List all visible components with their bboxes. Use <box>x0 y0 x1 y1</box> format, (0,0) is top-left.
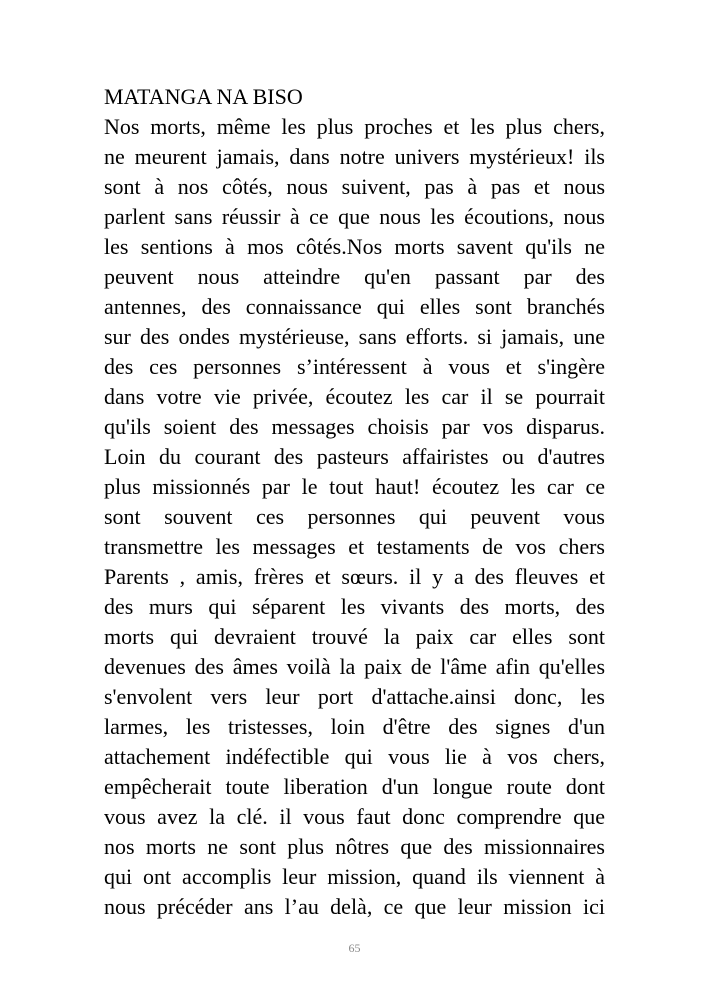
text-line: transmettre les messages et testaments de vos chers <box>104 534 605 559</box>
text-line: peuvent nous atteindre qu'en passant par des <box>104 264 605 289</box>
text-line: qui ont accomplis leur mission, quand ils viennent à <box>104 864 605 889</box>
text-line: sont à nos côtés, nous suivent, pas à pas et nous <box>104 174 605 199</box>
text-line: Nos morts, même les plus proches et les plus chers, <box>104 114 605 139</box>
text-line: antennes, des connaissance qui elles sont branchés <box>104 294 605 319</box>
text-line: vous avez la clé. il vous faut donc comprendre que <box>104 804 605 829</box>
text-line: des murs qui séparent les vivants des morts, des <box>104 594 605 619</box>
document-title: MATANGA NA BISO <box>104 84 303 109</box>
text-line: les sentions à mos côtés.Nos morts savent qu'ils ne <box>104 234 605 259</box>
text-line: ne meurent jamais, dans notre univers mystérieux! ils <box>104 144 605 169</box>
body-text-block <box>104 82 605 922</box>
text-line: dans votre vie privée, écoutez les car il se pourrait <box>104 384 605 409</box>
text-line: des ces personnes s’intéressent à vous et s'ingère <box>104 354 605 379</box>
text-line: qu'ils soient des messages choisis par vos disparus. <box>104 414 605 439</box>
text-line: parlent sans réussir à ce que nous les écoutions, nous <box>104 204 605 229</box>
page-number: 65 <box>348 941 361 955</box>
text-line: sur des ondes mystérieuse, sans efforts. si jamais, une <box>104 324 605 349</box>
text-line: nous précéder ans l’au delà, ce que leur mission ici <box>104 894 605 919</box>
text-line: larmes, les tristesses, loin d'être des signes d'un <box>104 714 605 739</box>
text-line: sont souvent ces personnes qui peuvent vous <box>104 504 605 529</box>
text-line: morts qui devraient trouvé la paix car elles sont <box>104 624 605 649</box>
text-line: nos morts ne sont plus nôtres que des missionnaires <box>104 834 605 859</box>
text-line: plus missionnés par le tout haut! écoutez les car ce <box>104 474 605 499</box>
text-line: devenues des âmes voilà la paix de l'âme afin qu'elles <box>104 654 605 679</box>
text-line: empêcherait toute liberation d'un longue route dont <box>104 774 605 799</box>
text-line: attachement indéfectible qui vous lie à vos chers, <box>104 744 605 769</box>
text-line: Parents , amis, frères et sœurs. il y a des fleuves et <box>104 564 605 589</box>
text-line: s'envolent vers leur port d'attache.ainsi donc, les <box>104 684 605 709</box>
text-line: Loin du courant des pasteurs affairistes ou d'autres <box>104 444 605 469</box>
